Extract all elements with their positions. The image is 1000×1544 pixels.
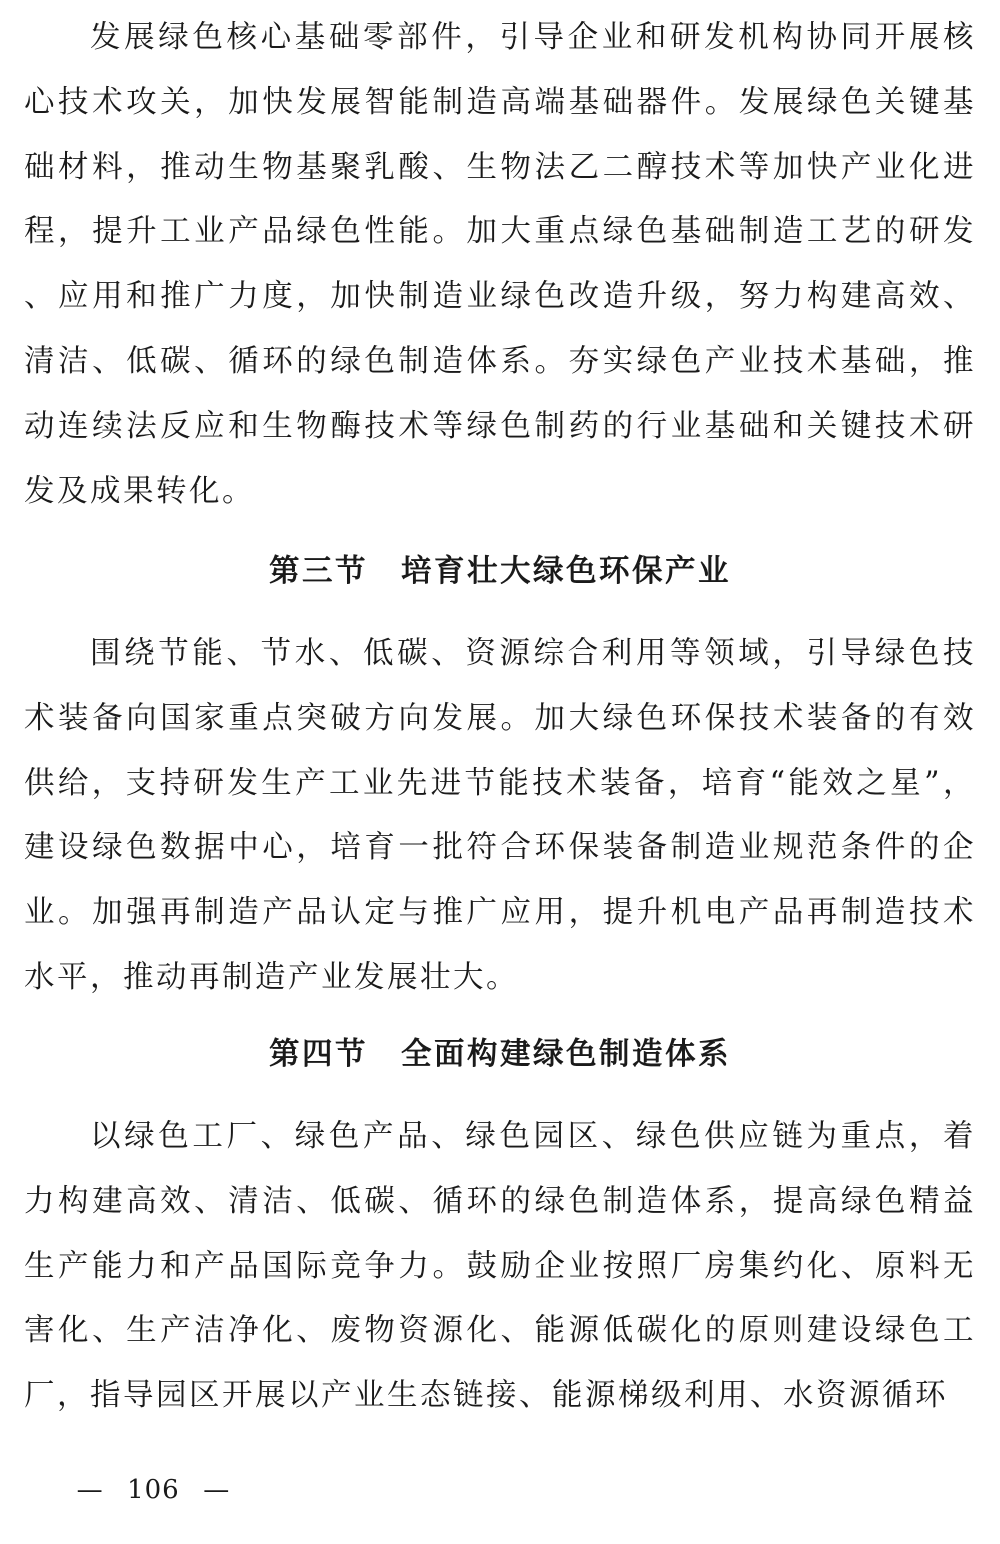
page-number: 106 xyxy=(127,1475,180,1505)
section-heading-3: 第三节 培育壮大绿色环保产业 xyxy=(269,553,731,589)
section-heading-4: 第四节 全面构建绿色制造体系 xyxy=(269,1036,731,1072)
body-paragraph-3: 以绿色工厂、绿色产品、绿色园区、绿色供应链为重点，着力构建高效、清洁、低碳、循环的绿色制造体系，提高绿色精益生产能力和产品国际竞争力。鼓励企业按照厂房集约化、原料无害化、生产洁净化、废物资源化、能源低碳化的原则建设绿色工厂，指导园区开展以产业生态链接、能源梯级利用、水资源循环 xyxy=(24,1119,976,1414)
body-paragraph-2: 围绕节能、节水、低碳、资源综合利用等领域，引导绿色技术装备向国家重点突破方向发展。加大绿色环保技术装备的有效供给，支持研发生产工业先进节能技术装备，培育“能效之星”，建设绿色数据中心，培育一批符合环保装备制造业规范条件的企业。加强再制造产品认定与推广应用，提升机电产品再制造技术水平，推动再制造产业发展壮大。 xyxy=(24,636,976,995)
footer-dash-right: — xyxy=(203,1475,231,1505)
page-footer xyxy=(34,1436,236,1544)
body-paragraph-1: 发展绿色核心基础零部件，引导企业和研发机构协同开展核心技术攻关，加快发展智能制造高端基础器件。发展绿色关键基础材料，推动生物基聚乳酸、生物法乙二醇技术等加快产业化进程，提升工业产品绿色性能。加大重点绿色基础制造工艺的研发、应用和推广力度，加快制造业绿色改造升级，努力构建高效、清洁、低碳、循环的绿色制造体系。夯实绿色产业技术基础，推动连续法反应和生物酶技术等绿色制药的行业基础和关键技术研发及成果转化。 xyxy=(24,20,976,509)
footer-dash-left: — xyxy=(76,1475,104,1505)
